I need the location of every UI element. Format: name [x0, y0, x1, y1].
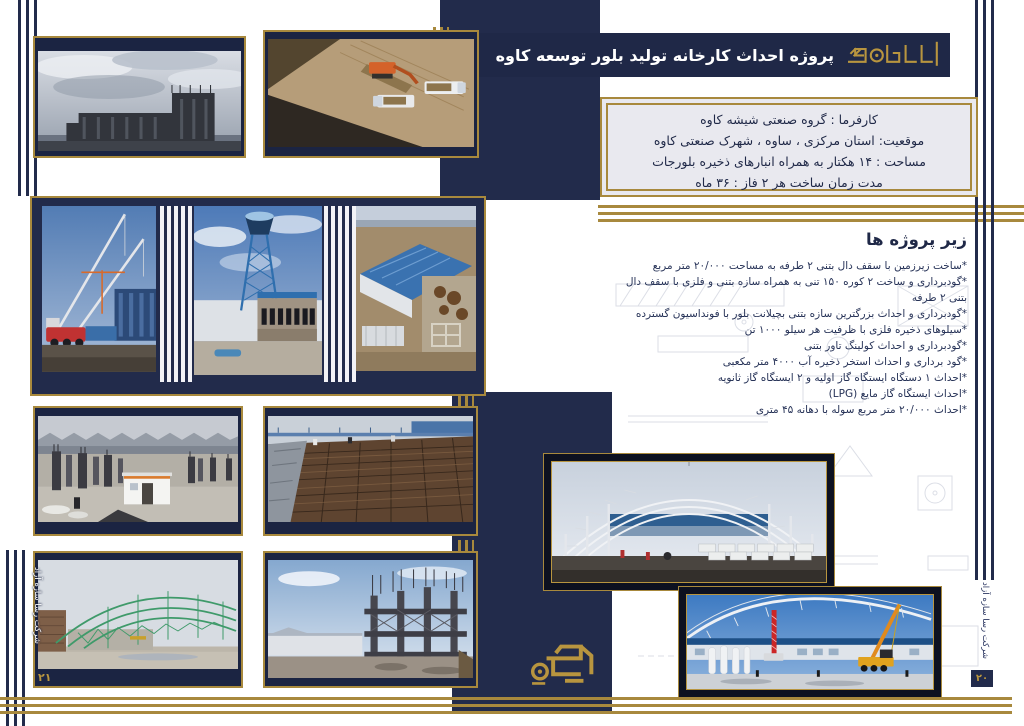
company-emblem-icon — [524, 636, 606, 698]
pinstripe-divider — [324, 206, 358, 382]
page-title: پروژه احداث کارخانه تولید بلور توسعه کاوه — [495, 45, 834, 65]
info-area: مساحت : ۱۴ هکتار به همراه انبارهای ذخیره بلورجات — [652, 154, 926, 169]
subproject-item: *احداث ایستگاه گاز مایع (LPG) — [828, 388, 967, 400]
photo-arch-lifting-cranes — [678, 586, 942, 698]
project-info-box — [600, 97, 978, 197]
photo-water-tower-cooling — [194, 206, 322, 382]
info-duration: مدت زمان ساخت هر ۲ فاز : ۳۶ ماه — [695, 175, 883, 190]
subproject-item: *سیلوهای ذخیره فلزی با ظرفیت هر سیلو ۱۰۰۰ تن — [744, 324, 967, 336]
subprojects-heading: زیر پروژه ها — [865, 230, 967, 249]
photo-concrete-frame-scaffolding — [263, 551, 478, 688]
company-vertical-text-right: شرکت رسا سازه آزاد — [980, 582, 990, 660]
middle-photo-panel — [30, 196, 486, 396]
page-number-left: ۲۱ — [38, 671, 52, 684]
company-vertical-text-left: شرکت رسا سازه آزاد — [32, 567, 42, 645]
bottom-gold-lines — [0, 697, 1012, 714]
info-location: موقعیت: استان مرکزی ، ساوه ، شهرک صنعتی کاوه — [653, 133, 925, 148]
subproject-item: *گودبرداری و احداث بزرگترین سازه بتنی بچیلانت بلور با فونداسیون گسترده — [635, 308, 967, 320]
photo-rebar-foundation — [263, 406, 478, 536]
subprojects-section — [613, 230, 967, 418]
company-logo-icon — [844, 34, 940, 76]
title-bar — [440, 33, 950, 77]
photo-green-steel-trusses — [33, 551, 243, 688]
subprojects-list — [613, 258, 967, 418]
subproject-item: *گودبرداری و ساخت ۲ کوره ۱۵۰ تنی به همراه سازه بتنی و فلزی با سقف دال بتنی ۲ طرفه — [625, 276, 967, 304]
photo-mobile-cranes — [42, 206, 156, 382]
info-client: کارفرما : گروه صنعتی شیشه کاوه — [700, 112, 878, 127]
subproject-item: *ساخت زیرزمین با سقف دال بتنی ۲ طرفه به مساحت ۲۰/۰۰۰ متر مربع — [652, 260, 967, 272]
subproject-item: *گودبرداری و احداث کولینگ تاور بتنی — [803, 340, 967, 352]
photo-concrete-columns-cabin — [33, 406, 243, 536]
photo-steel-arch-hangar — [543, 453, 835, 591]
pinstripe-divider — [160, 206, 194, 382]
gold-divider-lines — [598, 205, 1024, 222]
right-triple-lines — [975, 0, 996, 580]
page-number-right: ۲۰ — [971, 670, 993, 687]
subproject-item: *احداث ۲۰/۰۰۰ متر مربع سوله با دهانه ۴۵ متری — [755, 404, 967, 416]
photo-excavator-loading-trucks — [263, 30, 479, 158]
photo-blue-roof-aerial — [356, 206, 476, 382]
subproject-item: *گود برداری و احداث استخر ذخیره آب ۴۰۰۰ متر مکعبی — [722, 356, 967, 368]
subproject-item: *احداث ۱ دستگاه ایستگاه گاز اولیه و ۲ ایستگاه گاز ثانویه — [717, 372, 967, 384]
photo-concrete-building-skeleton — [33, 36, 246, 158]
